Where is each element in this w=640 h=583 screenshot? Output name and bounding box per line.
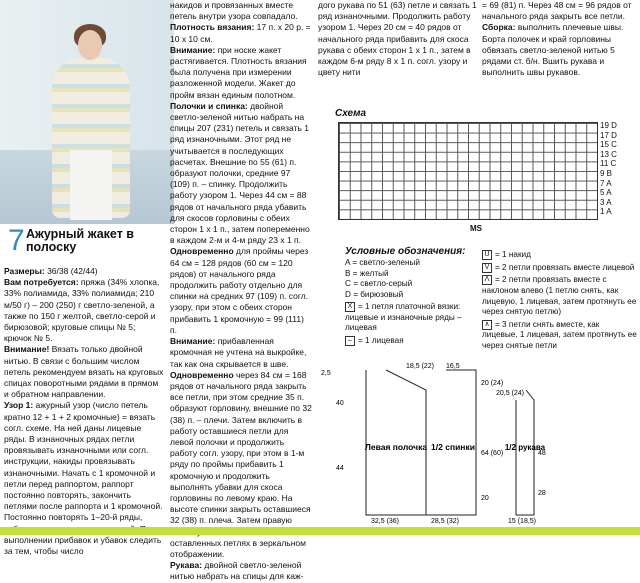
legend-symbols-right	[482, 250, 637, 353]
dim-right-3: 20	[481, 495, 489, 502]
legend-symbol-text: = 2 петли провязать вместе с наклоном влево (1 петлю снять, как лицевую, 1 лицевая, затем протянуть ее через снятую петлю)	[482, 275, 637, 317]
sleeve-dim-top: 20,5 (24)	[496, 390, 525, 397]
sleeve-dim-bottom: 15 (18,5)	[508, 518, 537, 525]
legend-symbol-item	[482, 250, 637, 261]
legend-symbol-text: = 1 петля платочной вязки: лицевые и изнаночные ряды – лицевая	[345, 302, 462, 333]
project-title: Ажурный жакет в полоску	[26, 227, 134, 254]
col2-paragraph	[170, 0, 312, 22]
col2-text: накидов и провязанных вместе петель внутри узора совпадало.	[170, 0, 298, 22]
col2-heading: Одновременно	[170, 246, 234, 257]
sleeve-dim-right-1: 48	[538, 450, 546, 457]
dim-right-1: 20 (24)	[481, 380, 504, 387]
scheme-title: Схема	[335, 108, 367, 119]
col2-text: прибавленная кромочная не учтена на выкройке, так как она скрывается в шве.	[170, 336, 307, 369]
legend-color-item: B = желтый	[345, 268, 389, 278]
col2-heading: Внимание:	[170, 336, 216, 347]
sleeve-dim-right-2: 28	[538, 490, 546, 497]
page-bottom-stripe	[0, 527, 640, 535]
dim-left-2: 40	[336, 400, 344, 407]
legend-symbol-item	[482, 320, 637, 352]
pattern-diagram	[316, 360, 640, 527]
chart-row-labels	[600, 121, 630, 217]
col2-paragraph	[170, 22, 312, 44]
legend-symbols-left	[345, 302, 480, 348]
col2-heading: Внимание:	[170, 44, 216, 55]
chart-row-number: 13 C	[600, 149, 617, 159]
column-2	[170, 0, 312, 583]
col2-paragraph	[170, 101, 312, 247]
chart-row-number: 17 D	[600, 130, 617, 140]
chart-row-number: 7 A	[600, 178, 612, 188]
col1-paragraph	[4, 266, 164, 277]
chart-row-number: 15 C	[600, 140, 617, 150]
col1-paragraph	[4, 277, 164, 344]
chart-row-number: 11 C	[600, 159, 617, 169]
dim-left-1: 2,5	[321, 370, 331, 377]
model-photo	[0, 0, 174, 224]
col2-paragraph	[170, 560, 312, 582]
col1-text: пряжа (34% хлопка, 33% полиамида, 33% полиамида; 210 м/50 г) – 200 (250) г светло-зеленой, а также по 150 г желтой, светло-серой и бирюзовой; круговые спицы № 5; крючок № 5.	[4, 277, 160, 344]
chart-row-number: 1 A	[600, 207, 612, 217]
legend-symbol-text: = 1 накид	[495, 250, 531, 260]
col2-text: двойной светло-зеленой нитью набрать на спицы 207 (231) петель и связать 1 ряд изнаночными. Этот ряд не учитывается в последующих расчетах. Внешние по 55 (61) п. образуют полочки, средние 97 (109) п. – спинку. Продолжить работу узором 1. Через 44 см = 88 рядов от начального ряда убавить для скосов горловины с обеих сторон 1 х 1 п., затем попеременно в каждом 2-м и 4-м ряду 23 х 1 п.	[170, 100, 310, 246]
chart-ms-label: MS	[470, 224, 482, 233]
col1-text: ажурный узор (число петель кратно 12 + 1 + 2 кромочные) = вязать согл. схеме. На ней даны лицевые ряды. В изнаночных рядах петли провязывать изнаночными или согл. инструкции, накиды провязывать изнаночными. Начать с 1 кромочной и петли перед раппортом, раппорт постоянно повторять, закончить петлями после раппорта и 1 кромочной. Постоянно повторять 1–20-й ряды, выполнении прибавок и убавок следить за тем, чтобы число	[4, 400, 163, 557]
chart-row-number: 3 A	[600, 197, 612, 207]
project-number: 7	[8, 224, 25, 257]
col1-text: Вязать только двойной нитью. В связи с большим числом петель рекомендуем вязать на круговых спицах поворотными рядами в прямом и обратном направлении.	[4, 344, 164, 400]
column-3-top: дого рукава по 51 (63) петле и связать 1 ряд изнаночными. Продолжить работу узором 1. Через 20 см = 40 рядов от начального ряда прибавить для скоса рукава с обеих сторон 1 х 1 п., затем в каждом 6-м ряду 8 х 1 п. согл. узору и цвету нити	[318, 0, 477, 78]
col2-text: двойной светло-зеленой нитью набрать на спицы для каж-	[170, 560, 304, 582]
legend-symbol-icon: X	[345, 302, 355, 312]
dim-top-1: 18,5 (22)	[406, 363, 435, 370]
col1-heading: Узор 1:	[4, 400, 34, 411]
col1-text: 36/38 (42/44)	[44, 266, 98, 276]
column-4-top	[482, 0, 637, 78]
col4-paragraph	[482, 0, 637, 22]
legend-symbol-icon: ∧	[482, 320, 492, 330]
col2-heading: Плотность вязания:	[170, 22, 255, 33]
back-label: 1/2 спинки	[431, 442, 475, 452]
col4-heading: Сборка:	[482, 22, 516, 33]
col2-heading: Одновременно	[170, 369, 234, 380]
chart-row-number: 5 A	[600, 188, 612, 198]
legend-symbol-icon: Λ	[482, 275, 492, 285]
col2-text: через 84 см = 168 рядов от начального ряда закрыть все петли, при этом средние 35 п. образуют горловину, внешние по 32 (38) п. – плечи. Затем включить в работу оставшиеся петли для левой полочки и продолжить работу согл. узору, при этом в 1-м ряду по проймы прибавить 1 кромочную и продолжить выполнять убавки для скоса горловины по левому краю. На высоте спинки закрыть оставшиеся 32 (38) п. плеча. Затем правую оставленных петлях в зеркальном отображении.	[170, 369, 312, 559]
legend-title: Условные обозначения:	[345, 246, 466, 257]
col2-text: 17 п. х 20 р. = 10 х 10 см.	[170, 22, 311, 44]
col4-text: = 69 (81) п. Через 48 см = 96 рядов от начального ряда закрыть все петли.	[482, 0, 632, 22]
chart-row-number: 9 B	[600, 168, 613, 178]
col1-heading: Размеры:	[4, 266, 45, 276]
col2-text: для проймы через 64 см = 128 рядов (60 см = 120 рядов) от начального ряда продолжить работу отдельно для спинки на средних 97 (109) п. согл. узору, при этом с обеих сторон прибавить 1 кромочную = 99 (111) п.	[170, 246, 309, 335]
column-1	[4, 266, 164, 557]
col2-text: при носке жакет растягивается. Плотность вязания была получена при измерении разложенной модели. Жакет до пройм вязан единым полотном.	[170, 44, 307, 100]
legend-symbol-item	[482, 275, 637, 317]
legend-symbol-icon: –	[345, 336, 355, 346]
photo-face	[78, 30, 102, 60]
legend-symbol-item	[345, 302, 480, 334]
legend-symbol-text: = 3 петли снять вместе, как лицевые, 1 лицевая, затем протянуть ее через снятые петли	[482, 319, 637, 350]
col4-text: выполнить плечевые швы. Борта полочек и край горловины обвязать светло-зеленой нитью 5 рядами ст. б/н. Вшить рукава и выполнить швы рукавов.	[482, 22, 624, 78]
legend-colors	[345, 258, 485, 300]
legend-symbol-item	[482, 263, 637, 274]
col1-heading: Вам потребуется:	[4, 277, 79, 288]
chart-row-number: 19 D	[600, 121, 617, 130]
col1-paragraph	[4, 344, 164, 400]
dim-left-3: 44	[336, 465, 344, 472]
col2-paragraph	[170, 336, 312, 370]
sleeve-label: 1/2 рукава	[504, 443, 546, 452]
legend-color-item: D = бирюзовый	[345, 289, 404, 299]
dim-right-2: 64 (60)	[481, 450, 504, 457]
legend-color-item: C = светло-серый	[345, 279, 413, 288]
stitch-chart-grid	[338, 122, 598, 220]
left-front-label: Левая полочка	[364, 442, 428, 452]
col1-heading: Внимание!	[4, 344, 50, 355]
dim-bottom-2: 28,5 (32)	[431, 518, 460, 525]
legend-symbol-item	[345, 336, 480, 347]
col2-heading: Рукава:	[170, 560, 203, 571]
legend-symbol-icon: U	[482, 250, 492, 260]
photo-trousers	[70, 150, 112, 220]
legend-symbol-icon: V	[482, 263, 492, 273]
col2-paragraph	[170, 246, 312, 336]
sleeve-outline	[516, 390, 534, 515]
legend-symbol-text: = 2 петли провязать вместе лицевой	[495, 262, 635, 272]
legend-symbol-text: = 1 лицевая	[358, 335, 404, 345]
dim-top-2: 16,5	[446, 363, 460, 370]
col4-paragraph	[482, 22, 637, 78]
legend-color-item: A = светло-зеленый	[345, 258, 420, 267]
col2-heading: Полочки и спинка:	[170, 100, 248, 111]
dim-bottom-1: 32,5 (36)	[371, 518, 400, 525]
col2-paragraph	[170, 45, 312, 101]
